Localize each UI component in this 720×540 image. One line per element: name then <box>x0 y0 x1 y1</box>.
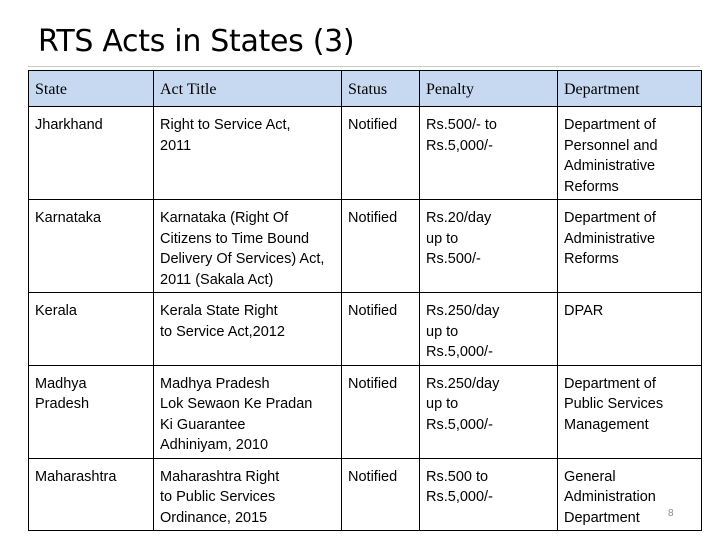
table-row-jharkhand <box>29 107 702 200</box>
header-penalty: Penalty <box>420 71 558 107</box>
header-department: Department <box>558 71 702 107</box>
cell-state: Karnataka <box>29 200 154 293</box>
header-state: State <box>29 71 154 107</box>
title-divider <box>28 66 700 67</box>
cell-status: Notified <box>342 293 420 366</box>
cell-status: Notified <box>342 200 420 293</box>
cell-state: Madhya Pradesh <box>29 365 154 458</box>
cell-state: Maharashtra <box>29 458 154 531</box>
cell-penalty: Rs.500/- to Rs.5,000/- <box>420 107 558 200</box>
cell-department: Department of Personnel and Administrative Reforms <box>558 107 702 200</box>
cell-status: Notified <box>342 365 420 458</box>
cell-penalty: Rs.20/day up to Rs.500/- <box>420 200 558 293</box>
cell-department: Department of Public Services Management <box>558 365 702 458</box>
cell-act-title: Kerala State Right to Service Act,2012 <box>154 293 342 366</box>
cell-act-title: Karnataka (Right Of Citizens to Time Bound Delivery Of Services) Act, 2011 (Sakala Act) <box>154 200 342 293</box>
table-row-madhya-pradesh <box>29 365 702 458</box>
cell-state: Jharkhand <box>29 107 154 200</box>
header-status: Status <box>342 71 420 107</box>
table-row-kerala <box>29 293 702 366</box>
cell-department: Department of Administrative Reforms <box>558 200 702 293</box>
cell-penalty: Rs.250/day up to Rs.5,000/- <box>420 293 558 366</box>
header-act-title: Act Title <box>154 71 342 107</box>
cell-status: Notified <box>342 458 420 531</box>
page-title: RTS Acts in States (3) <box>38 24 355 59</box>
cell-department: DPAR <box>558 293 702 366</box>
cell-status: Notified <box>342 107 420 200</box>
page-number: 8 <box>668 508 674 519</box>
table-row-maharashtra <box>29 458 702 531</box>
cell-state: Kerala <box>29 293 154 366</box>
table-row-karnataka <box>29 200 702 293</box>
cell-penalty: Rs.500 to Rs.5,000/- <box>420 458 558 531</box>
table-header-row <box>29 71 702 107</box>
cell-act-title: Maharashtra Right to Public Services Ordinance, 2015 <box>154 458 342 531</box>
rts-acts-table <box>28 70 702 531</box>
cell-act-title: Madhya Pradesh Lok Sewaon Ke Pradan Ki Guarantee Adhiniyam, 2010 <box>154 365 342 458</box>
cell-department: General Administration Department <box>558 458 702 531</box>
cell-penalty: Rs.250/day up to Rs.5,000/- <box>420 365 558 458</box>
cell-act-title: Right to Service Act, 2011 <box>154 107 342 200</box>
